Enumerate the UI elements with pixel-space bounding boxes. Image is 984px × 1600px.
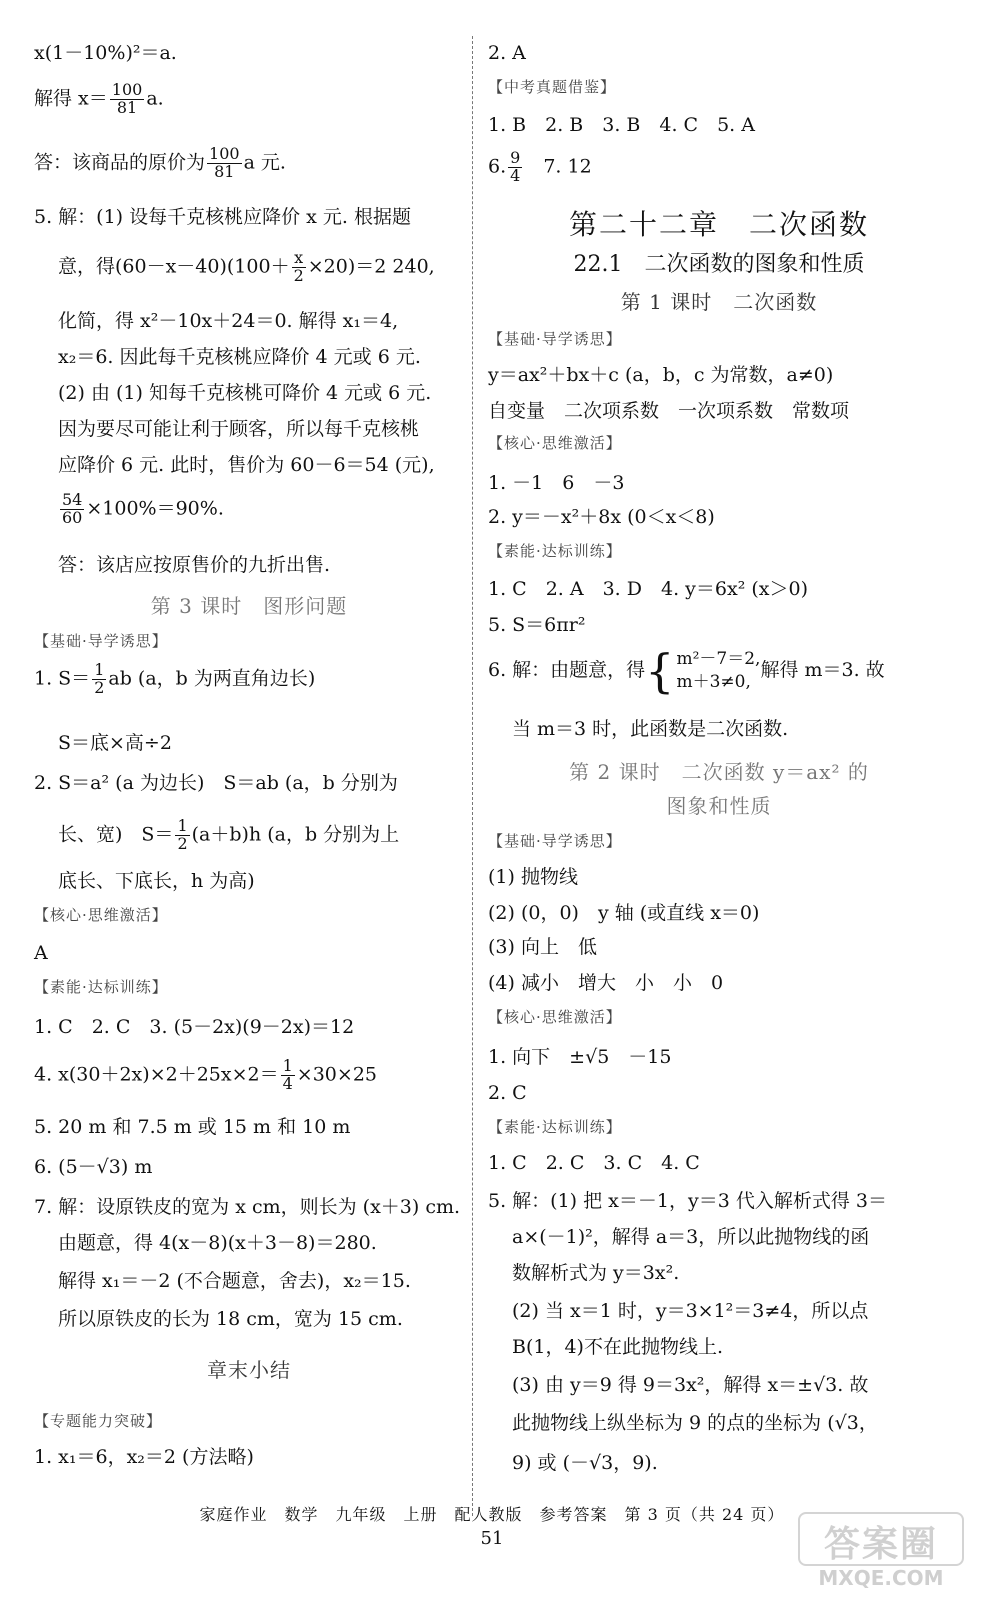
text-line: (2) 当 x＝1 时，y＝3×1²＝3≠4，所以点 [512,1300,869,1322]
text-line [34,818,399,853]
text-span: 意，得(60－x－40)(100＋ [58,255,290,278]
lesson-heading: 第 1 课时 二次函数 [620,290,818,314]
text-span: 6. 解：由题意，得 [488,658,646,681]
text-line: 1. 向下 ±√5 －15 [488,1046,672,1068]
page-footer: 家庭作业 数学 九年级 上册 配人教版 参考答案 第 3 页（共 24 页） [199,1505,785,1524]
section-header: 【基础·导学诱思】 [488,832,622,850]
text-line: 底长、下底长，h 为高) [58,870,255,892]
fraction-denominator: 81 [214,161,235,181]
text-line: 5. 解：(1) 把 x＝－1，y＝3 代入解析式得 3＝ [488,1190,887,1212]
text-span: 长、宽) S＝ [58,823,174,846]
equation: m＋3≠0, [676,671,751,692]
text-line: y＝ax²＋bx＋c (a，b，c 为常数，a≠0) [488,364,834,386]
fraction-numerator: x [292,250,306,268]
fraction-denominator: 4 [510,165,521,185]
fraction-numerator: 100 [209,144,240,163]
text-span: 解得 x＝ [34,87,108,110]
text-line: 2. S＝a² (a 为边长) S＝ab (a，b 分别为 [34,772,398,794]
text-line: S＝底×高÷2 [58,732,172,754]
text-line: 应降价 6 元. 此时，售价为 60－6＝54 (元), [58,454,435,476]
fraction [508,150,522,185]
text-line: 自变量 二次项系数 一次项系数 常数项 [488,400,850,422]
text-line [488,150,592,185]
section-header: 【中考真题借鉴】 [488,78,617,96]
lesson-heading: 第 2 课时 二次函数 y＝ax² 的 [569,760,869,784]
text-line: (3) 由 y＝9 得 9＝3x²，解得 x＝±√3. 故 [512,1374,869,1396]
text-span: 答：该商品的原价为 [34,151,206,174]
text-line: 2. y＝－x²＋8x (0＜x＜8) [488,506,715,528]
text-line: 化简，得 x²－10x＋24＝0. 解得 x₁＝4, [58,310,399,332]
fraction [292,250,306,285]
text-line: 1. －1 6 －3 [488,472,625,494]
fraction-numerator: 54 [62,490,83,509]
text-line [34,492,224,527]
section-title: 22.1 二次函数的图象和性质 [573,252,865,277]
text-line: 1. C 2. C 3. (5－2x)(9－2x)＝12 [34,1016,355,1038]
text-line: 此抛物线上纵坐标为 9 的点的坐标为 (√3， [512,1412,878,1434]
fraction-numerator: 1 [282,1056,293,1075]
text-line: 5. S＝6πr² [488,614,586,636]
section-header: 【素能·达标训练】 [488,1118,622,1136]
text-line: 7. 解：设原铁皮的宽为 x cm，则长为 (x＋3) cm. [34,1196,461,1218]
text-span: 1. S＝ [34,667,91,690]
text-line [34,1058,377,1093]
fraction [110,82,145,117]
equation-system [676,648,760,694]
text-line: 1. x₁＝6，x₂＝2 (方法略) [34,1446,254,1468]
text-line: 2. C [488,1082,527,1104]
fraction-numerator: 1 [94,660,105,679]
text-span: 7. 12 [524,155,592,178]
watermark-url: MXQE.COM [818,1566,944,1590]
fraction-denominator: 2 [94,677,105,697]
text-line: 6. (5－√3) m [34,1156,153,1178]
section-header: 【素能·达标训练】 [34,978,168,996]
section-header: 【核心·思维激活】 [34,906,168,924]
text-line: 9) 或 (－√3，9). [512,1452,658,1474]
text-line [34,250,435,285]
text-line: (3) 向上 低 [488,936,597,958]
text-line: 数解析式为 y＝3x². [512,1262,680,1284]
text-span: ×20)＝2 240, [307,255,435,278]
section-header: 【专题能力突破】 [34,1412,163,1430]
text-line: x(1－10%)²＝a. [34,42,177,64]
section-header: 【核心·思维激活】 [488,434,622,452]
text-line: (2) (0，0) y 轴 (或直线 x＝0) [488,902,760,924]
fraction-denominator: 81 [116,97,138,117]
text-line: (1) 抛物线 [488,866,578,888]
fraction [92,662,106,697]
text-line: a×(－1)²，解得 a＝3，所以此抛物线的函 [512,1226,870,1248]
text-line [34,146,286,181]
text-line: 由题意，得 4(x－8)(x＋3－8)＝280. [58,1232,377,1254]
text-line: 1. C 2. C 3. C 4. C [488,1152,700,1174]
fraction [207,146,242,181]
text-span: ab (a，b 为两直角边长) [108,667,316,690]
section-header: 【基础·导学诱思】 [488,330,622,348]
equation: m²－7＝2, [676,649,761,669]
brace-symbol: { [645,643,675,698]
watermark-text: 答案圈 [823,1523,938,1565]
text-line: 因为要尽可能让利于顾客，所以每千克核桃 [58,418,420,440]
text-span: ×30×25 [296,1063,377,1086]
text-line: 1. C 2. A 3. D 4. y＝6x² (x＞0) [488,578,808,600]
section-header: 【核心·思维激活】 [488,1008,622,1026]
fraction-denominator: 60 [62,507,83,527]
fraction-numerator: 1 [177,816,188,835]
text-line: 解得 x₁＝－2 (不合题意，舍去)，x₂＝15. [58,1270,411,1292]
text-line: 答：该店应按原售价的九折出售. [58,554,331,576]
text-line: 所以原铁皮的长为 18 cm，宽为 15 cm. [58,1308,403,1330]
text-span: 解得 m＝3. 故 [760,658,885,681]
text-line: 2. A [488,42,526,64]
text-span: (a＋b)h (a，b 分别为上 [191,823,400,846]
section-header: 【基础·导学诱思】 [34,632,168,650]
text-line: 5. 解：(1) 设每千克核桃应降价 x 元. 根据题 [34,206,411,228]
text-line: 1. B 2. B 3. B 4. C 5. A [488,114,755,136]
fraction-numerator: 100 [111,80,143,99]
text-span: ×100%＝90%. [86,497,224,520]
text-line: x₂＝6. 因此每千克核桃应降价 4 元或 6 元. [58,346,421,368]
fraction-numerator: 9 [510,148,521,167]
text-line: (4) 减小 增大 小 小 0 [488,972,724,994]
text-line: 当 m＝3 时，此函数是二次函数. [512,718,789,740]
text-span: a. [146,87,164,110]
fraction [175,818,189,853]
watermark-logo [798,1512,968,1592]
lesson-heading: 第 3 课时 图形问题 [150,594,348,618]
fraction [60,492,84,527]
section-header: 【素能·达标训练】 [488,542,622,560]
fraction [281,1058,295,1093]
text-line: (2) 由 (1) 知每千克核桃可降价 4 元或 6 元. [58,382,432,404]
summary-heading: 章末小结 [207,1358,291,1382]
text-span: a 元. [243,151,286,174]
text-line: B(1，4)不在此抛物线上. [512,1336,724,1358]
text-line: A [34,942,48,964]
chapter-title: 第二十二章 二次函数 [568,208,869,241]
fraction-denominator: 4 [282,1073,293,1093]
text-line [34,662,315,697]
fraction-denominator: 2 [293,265,304,285]
column-divider [472,36,473,1516]
text-span: 6. [488,155,507,178]
fraction-denominator: 2 [177,833,188,853]
page-number: 51 [480,1528,504,1549]
text-line: 5. 20 m 和 7.5 m 或 15 m 和 10 m [34,1116,351,1138]
text-line [34,82,164,117]
text-line [488,643,885,698]
text-span: 4. x(30＋2x)×2＋25x×2＝ [34,1063,279,1086]
lesson-heading: 图象和性质 [666,794,772,818]
